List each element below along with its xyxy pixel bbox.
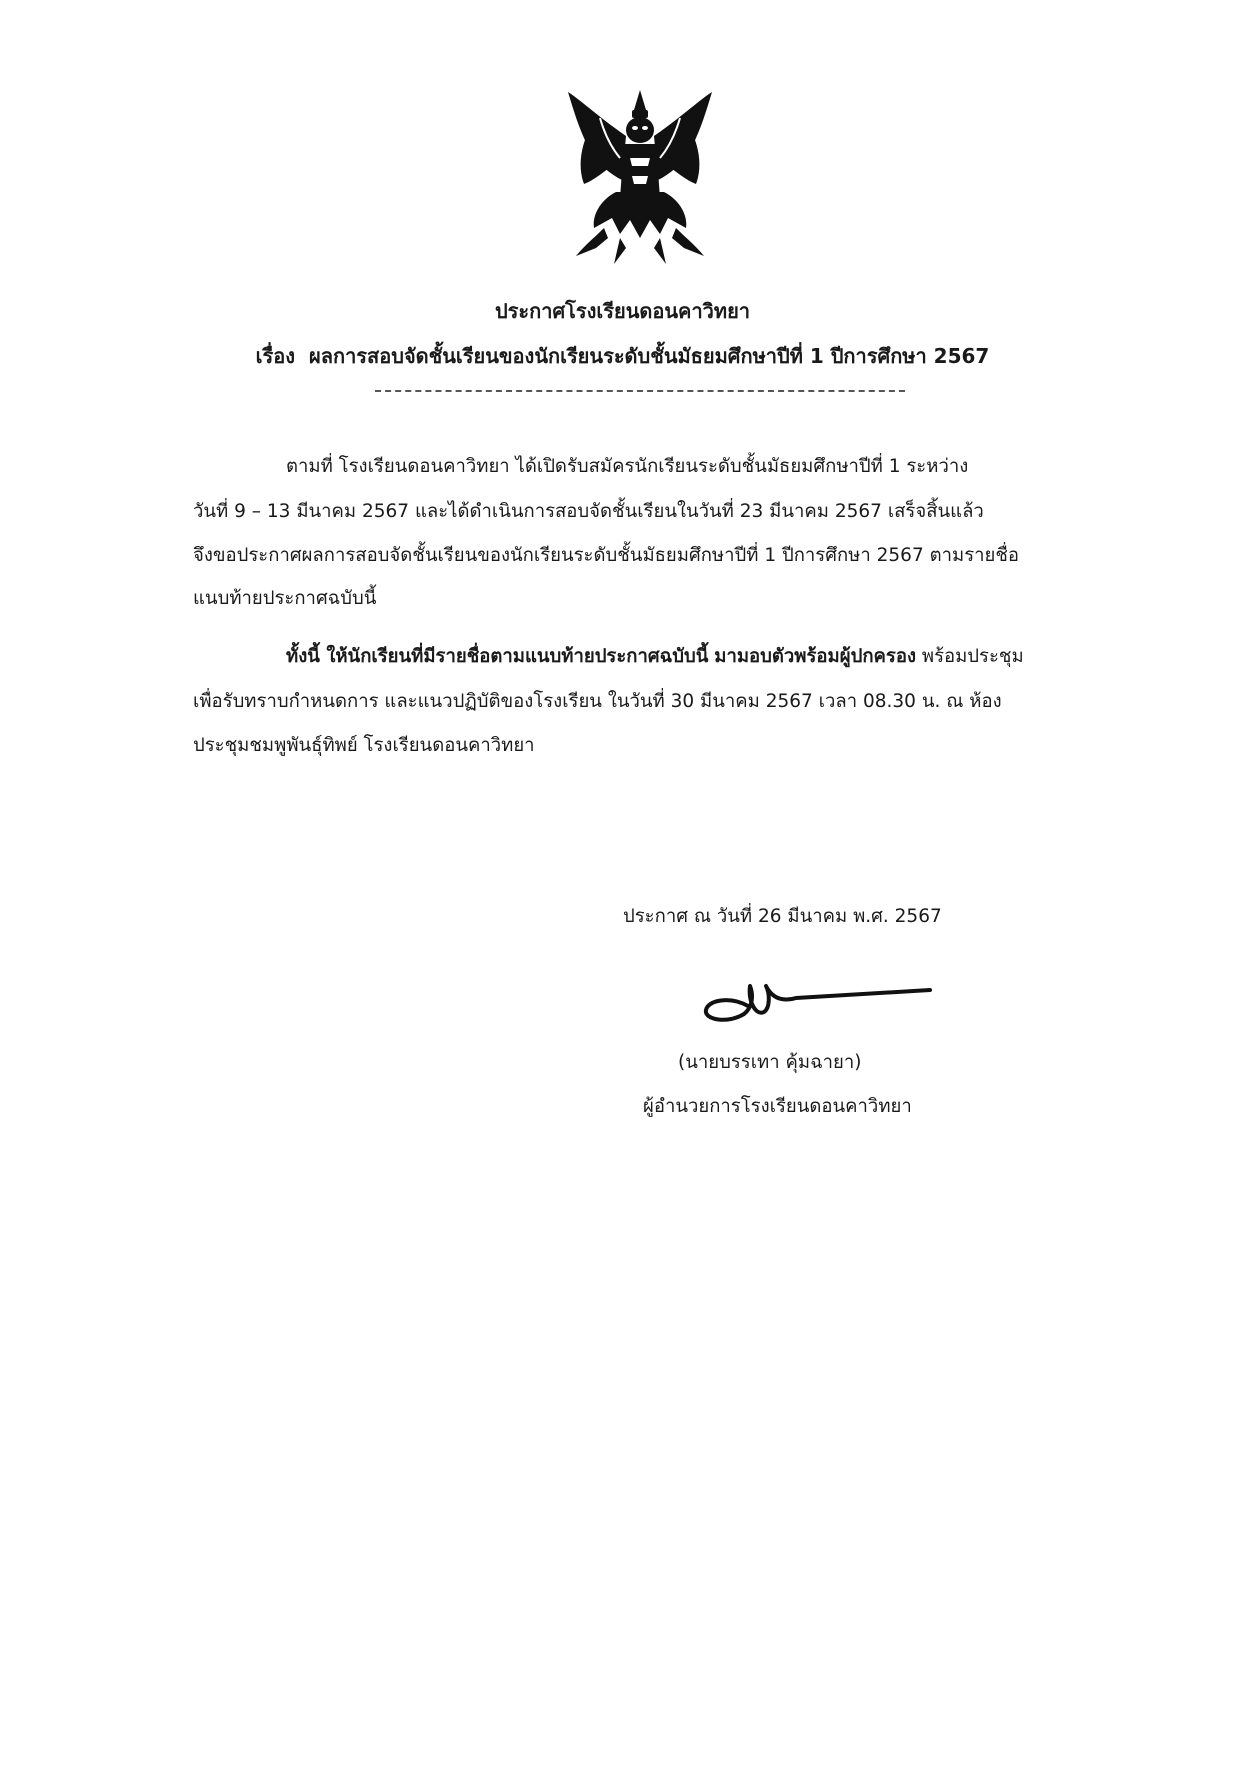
paragraph-2-tail: พร้อมประชุม [921,646,1024,667]
subject-label: เรื่อง [255,344,295,368]
paragraph-1-line-1: ตามที่ โรงเรียนดอนคาวิทยา ได้เปิดรับสมัครนักเรียนระดับชั้นมัธยมศึกษาปีที่ 1 ระหว่าง [286,456,969,477]
paragraph-1-line-2: วันที่ 9 – 13 มีนาคม 2567 และได้ดำเนินการสอบจัดชั้นเรียนในวันที่ 23 มีนาคม 2567 เสร็จสิ้นแล้ว [193,501,984,522]
signer-name: (นายบรรเทา คุ้มฉายา) [678,1052,862,1073]
paragraph-1-line-4: แนบท้ายประกาศฉบับนี้ [193,588,377,609]
signature-icon [700,972,940,1032]
signer-title: ผู้อำนวยการโรงเรียนดอนคาวิทยา [643,1096,912,1117]
garuda-emblem-icon [560,88,720,268]
announcement-title: ประกาศโรงเรียนดอนคาวิทยา [494,299,751,323]
paragraph-1-line-3: จึงขอประกาศผลการสอบจัดชั้นเรียนของนักเรียนระดับชั้นมัธยมศึกษาปีที่ 1 ปีการศึกษา 2567 ตามรายชื่อ [193,545,1020,566]
paragraph-2-line-3: ประชุมชมพูพันธุ์ทิพย์ โรงเรียนดอนคาวิทยา [193,735,535,756]
announcement-subject [0,340,1245,372]
paragraph-2-line-2: เพื่อรับทราบกำหนดการ และแนวปฏิบัติของโรงเรียน ในวันที่ 30 มีนาคม 2567 เวลา 08.30 น. ณ ห้อง [193,691,1002,712]
separator-line [375,390,905,392]
announcement-date: ประกาศ ณ วันที่ 26 มีนาคม พ.ศ. 2567 [623,906,942,927]
subject-text: ผลการสอบจัดชั้นเรียนของนักเรียนระดับชั้นมัธยมศึกษาปีที่ 1 ปีการศึกษา 2567 [308,344,990,368]
paragraph-2-lead: ทั้งนี้ ให้นักเรียนที่มีรายชื่อตามแนบท้ายประกาศฉบับนี้ [286,646,709,667]
paragraph-2-line-1 [286,642,1024,671]
paragraph-2-emphasis: มามอบตัวพร้อมผู้ปกครอง [714,646,916,667]
